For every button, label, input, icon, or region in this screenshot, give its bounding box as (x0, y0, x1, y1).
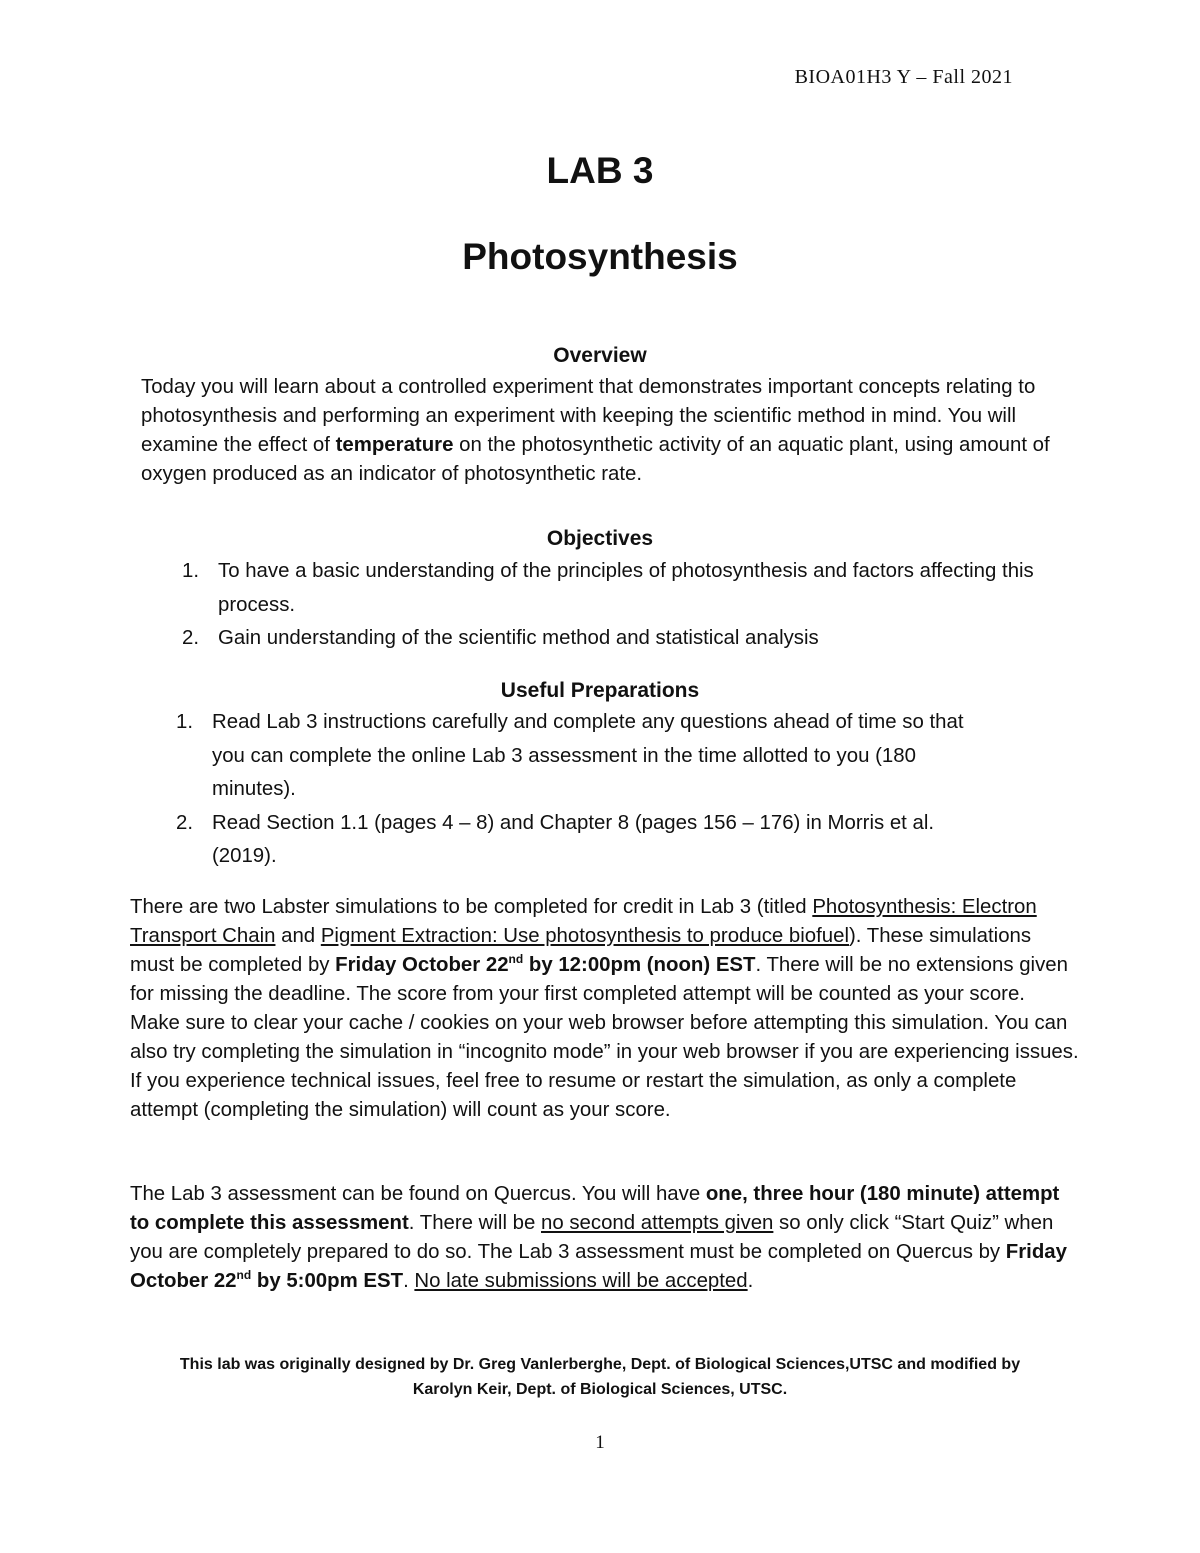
credits-footer (0, 1352, 1200, 1402)
list-item: 1. To have a basic understanding of the principles of photosynthesis and factors affecting this process. (182, 560, 1034, 616)
preparations-heading: Useful Preparations (500, 679, 700, 702)
lab-title: LAB 3 (546, 150, 654, 191)
preparations-list (176, 706, 976, 874)
simulation-title-pigment: Pigment Extraction: Use photosynthesis to produce biofuel (320, 925, 849, 947)
overview-heading: Overview (553, 344, 647, 367)
list-item: 2. Gain understanding of the scientific method and statistical analysis (182, 627, 819, 649)
lab-topic-title: Photosynthesis (462, 236, 738, 277)
labster-paragraph: There are two Labster simulations to be completed for credit in Lab 3 (titled Photosynthesis: Electron Transport Chain and Pigment Extraction: Use photosynthesis to produce biofuel). These simulations must be completed by Friday October 22nd by 12:00pm (noon) EST. There will be no extensions given for missing the deadline. The score from your first completed attempt will be counted as your score. Make sure to clear your cache / cookies on your web browser before attempting this simulation. You can also try completing the simulation in “incognito mode” in your web browser if you are experiencing issues. If you experience technical issues, feel free to resume or restart the simulation, as only a complete attempt (completing the simulation) will count as your score. (130, 896, 1079, 1121)
objectives-heading: Objectives (546, 527, 654, 550)
assessment-paragraph: The Lab 3 assessment can be found on Quercus. You will have one, three hour (180 minute) attempt to complete this assessment. There will be no second attempts given so only click “Start Quiz” when you are completely prepared to do so. The Lab 3 assessment must be completed on Quercus by Friday October 22nd by 5:00pm EST. No late submissions will be accepted. (130, 1183, 1067, 1292)
page-number: 1 (595, 1432, 605, 1453)
objectives-list (182, 555, 1062, 656)
course-code-header: BIOA01H3 Y – Fall 2021 (794, 66, 1013, 88)
list-item: 2. Read Section 1.1 (pages 4 – 8) and Chapter 8 (pages 156 – 176) in Morris et al. (2019). (176, 811, 935, 867)
overview-paragraph: Today you will learn about a controlled experiment that demonstrates important concepts relating to photosynthesis and performing an experiment with keeping the scientific method in mind. You will examine the effect of temperature on the photosynthetic activity of an aquatic plant, using amount of oxygen produced as an indicator of photosynthetic rate. (141, 376, 1050, 485)
credits-line: This lab was originally designed by Dr. Greg Vanlerberghe, Dept. of Biological Sciences,UTSC and modified by (179, 1356, 1021, 1373)
list-item: 1. Read Lab 3 instructions carefully and complete any questions ahead of time so that you can complete the online Lab 3 assessment in the time allotted to you (180 minutes). (176, 711, 964, 800)
simulation-title-etc: Photosynthesis: Electron Transport Chain (130, 896, 1037, 947)
credits-line: Karolyn Keir, Dept. of Biological Sciences, UTSC. (412, 1381, 788, 1398)
temperature-emphasis: temperature (335, 434, 454, 456)
